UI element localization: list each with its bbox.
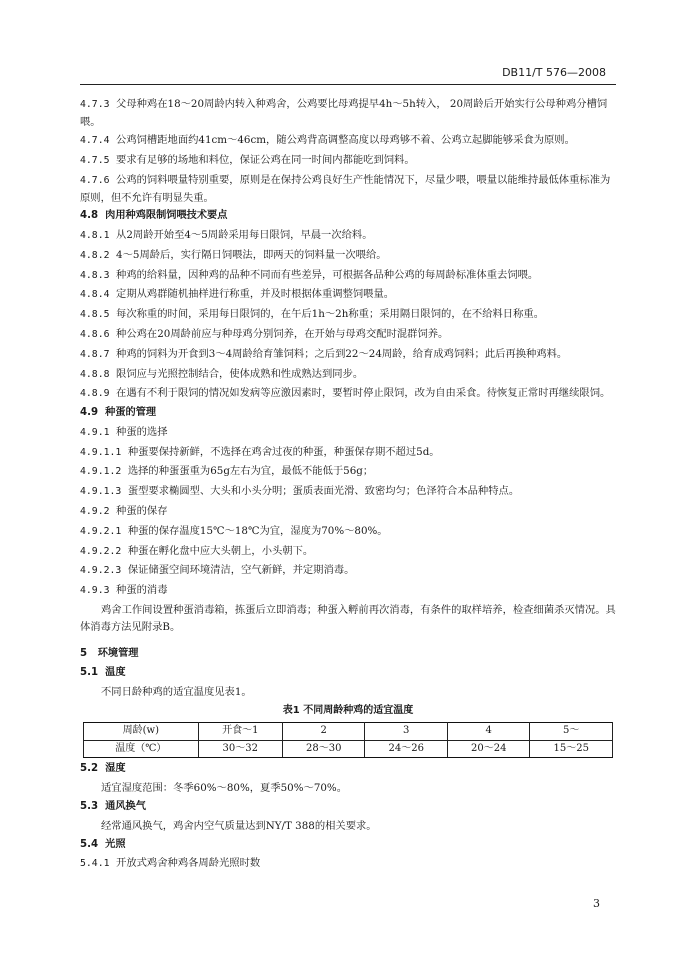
clause-5-4-1: 5.4.1 开放式鸡舍种鸡各周龄光照时数 <box>80 857 261 870</box>
clause-4-9-2-3: 4.9.2.3 保证储蛋空间环境清洁，空气新鲜，并定期消毒。 <box>80 564 355 577</box>
clause-4-8-2: 4.8.2 4～5周龄后，实行隔日饲喂法，即两天的饲料量一次喂给。 <box>80 248 387 261</box>
clause-4-8-1: 4.8.1 从2周龄开始至4～5周龄采用每日限饲，早晨一次给料。 <box>80 229 373 242</box>
clause-4-7-3: 4.7.3 父母种鸡在18～20周龄内转入种鸡舍，公鸡要比母鸡提早4h～5h转入， 20周龄后开始实行公母种鸡分槽饲喂。 <box>80 98 608 128</box>
table-cell: 温度（℃） <box>84 740 199 758</box>
clause-4-8-9: 4.8.9 在遇有不利于限饲的情况如发病等应激因素时，要暂时停止限饲，改为自由采食。待恢复正常时再继续限饲。 <box>80 387 611 400</box>
heading-5-4: 5.4 光照 <box>80 838 126 850</box>
section-gap <box>80 637 616 646</box>
heading-4-9-1: 4.9.1 种蛋的选择 <box>80 425 168 438</box>
heading-5: 5 环境管理 <box>80 648 139 660</box>
clause-4-9-1-2: 4.9.1.2 选择的种蛋蛋重为65g左右为宜，最低不能低于56g； <box>80 465 374 478</box>
heading-4-9-2: 4.9.2 种蛋的保存 <box>80 505 168 518</box>
table-1 <box>83 722 613 758</box>
clause-5-3-text: 经常通风换气，鸡舍内空气质量达到NY/T 388的相关要求。 <box>101 819 377 832</box>
table-cell: 4 <box>447 723 530 741</box>
clause-4-9-2-1: 4.9.2.1 种蛋的保存温度15℃～18℃为宜，湿度为70%～80%。 <box>80 524 388 537</box>
heading-4-9-3: 4.9.3 种蛋的消毒 <box>80 584 168 597</box>
clause-4-8-7: 4.8.7 种鸡的饲料为开食到3～4周龄给育雏饲料；之后到22～24周龄，给育成鸡饲料；此后再换种鸡料。 <box>80 347 568 360</box>
table-cell: 30～32 <box>198 740 282 758</box>
clause-4-8-4: 4.8.4 定期从鸡群随机抽样进行称重，并及时根据体重调整饲喂量。 <box>80 288 395 301</box>
heading-5-1: 5.1 温度 <box>80 667 126 679</box>
table-cell: 开食～1 <box>198 723 282 741</box>
clause-4-9-3-text: 鸡舍工作间设置种蛋消毒箱，拣蛋后立即消毒；种蛋入孵前再次消毒，有条件的取样培养，检查细菌杀灭情况。具体消毒方法见附录B。 <box>80 603 616 633</box>
clause-4-8-5: 4.8.5 每次称重的时间，采用每日限饲的，在午后1h～2h称重；采用隔日限饲的，在不给料日称重。 <box>80 308 544 321</box>
table-row <box>84 740 613 758</box>
table-row <box>84 723 613 741</box>
clause-4-7-4: 4.7.4 公鸡饲槽距地面约41cm～46cm，随公鸡背高调整高度以母鸡够不着、公鸡立起脚能够采食为原则。 <box>80 134 575 147</box>
document-body <box>80 96 616 875</box>
table-cell: 15～25 <box>530 740 613 758</box>
table-1-caption: 表1 不同周龄种鸡的适宜温度 <box>282 704 414 716</box>
table-cell: 5～ <box>530 723 613 741</box>
clause-4-8-6: 4.8.6 种公鸡在20周龄前应与种母鸡分别饲养，在开始与母鸡交配时混群饲养。 <box>80 328 449 340</box>
heading-5-3: 5.3 通风换气 <box>80 801 146 812</box>
clause-5-2-text: 适宜湿度范围：冬季60%～80%，夏季50%～70%。 <box>101 782 347 795</box>
table-cell: 周龄(w) <box>84 723 199 741</box>
heading-4-8: 4.8 肉用种鸡限制饲喂技术要点 <box>80 210 228 222</box>
clause-4-9-1-1: 4.9.1.1 种蛋要保持新鲜，不选择在鸡舍过夜的种蛋，种蛋保存期不超过5d。 <box>80 445 440 458</box>
table-cell: 20～24 <box>447 740 530 758</box>
table-cell: 28～30 <box>282 740 365 758</box>
heading-5-2: 5.2 湿度 <box>80 763 126 775</box>
table-cell: 2 <box>282 723 365 741</box>
clause-5-1-text: 不同日龄种鸡的适宜温度见表1。 <box>101 685 252 698</box>
clause-4-9-2-2: 4.9.2.2 种蛋在孵化盘中应大头朝上，小头朝下。 <box>80 544 314 557</box>
clause-4-9-1-3: 4.9.1.3 蛋型要求椭圆型、大头和小头分明；蛋质表面光滑、致密均匀；色泽符合本品种特点。 <box>80 485 520 498</box>
table-cell: 3 <box>365 723 448 741</box>
standard-number: DB11/T 576—2008 <box>502 66 606 79</box>
clause-4-8-8: 4.8.8 限饲应与光照控制结合，使体成熟和性成熟达到同步。 <box>80 367 364 380</box>
clause-4-8-3: 4.8.3 种鸡的给料量，因种鸡的品种不同而有些差异，可根据各品种公鸡的每周龄标准体重去饲喂。 <box>80 268 539 281</box>
clause-4-7-6: 4.7.6 公鸡的饲料喂量特别重要，原则是在保持公鸡良好生产性能情况下，尽量少喂，喂量以能维持最低体重标准为原则，但不允许有明显失重。 <box>80 173 611 204</box>
table-cell: 24～26 <box>365 740 448 758</box>
clause-4-7-5: 4.7.5 要求有足够的场地和料位，保证公鸡在同一时间内都能吃到饲料。 <box>80 154 415 167</box>
heading-4-9: 4.9 种蛋的管理 <box>80 407 157 419</box>
header-rule <box>80 84 616 85</box>
page-number: 3 <box>593 897 600 910</box>
